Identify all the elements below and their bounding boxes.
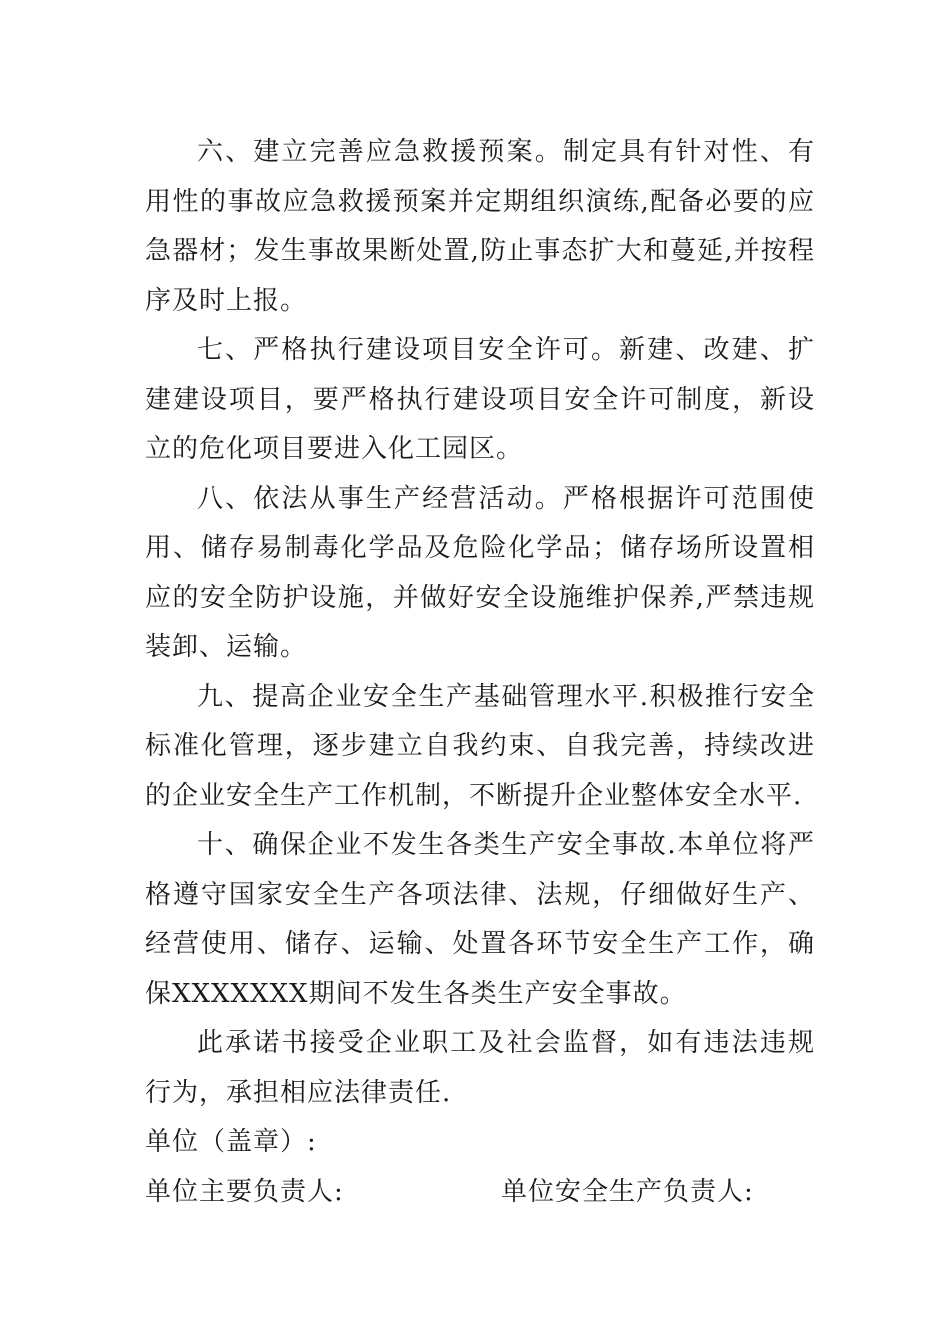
commitment-statement: 此承诺书接受企业职工及社会监督，如有违法违规行为，承担相应法律责任. [145, 1028, 815, 1108]
paragraph-item-6: 六、建立完善应急救援预案。制定具有针对性、有用性的事故应急救援预案并定期组织演练,配备必要的应急器材；发生事故果断处置,防止事态扩大和蔓延,并按程序及时上报。 [145, 137, 815, 316]
paragraph-item-9: 九、提高企业安全生产基础管理水平.积极推行安全标准化管理，逐步建立自我约束、自我完善，持续改进的企业安全生产工作机制，不断提升企业整体安全水平. [145, 681, 815, 811]
safety-responsible-label: 单位安全生产负责人: [501, 1176, 754, 1207]
paragraph-item-10: 十、确保企业不发生各类生产安全事故.本单位将严格遵守国家安全生产各项法律、法规，仔细做好生产、经营使用、储存、运输、处置各环节安全生产工作，确保XXXXXXX期间不发生各类生产安全事故。 [145, 830, 815, 1009]
main-responsible-label: 单位主要负责人: [145, 1176, 344, 1207]
document-body [145, 128, 815, 1217]
paragraph-item-7: 七、严格执行建设项目安全许可。新建、改建、扩建建设项目，要严格执行建设项目安全许可制度，新设立的危化项目要进入化工园区。 [145, 335, 815, 464]
unit-seal-label: 单位（盖章）: [145, 1127, 317, 1157]
signature-row [145, 1168, 815, 1218]
paragraph-item-8: 八、依法从事生产经营活动。严格根据许可范围使用、储存易制毒化学品及危险化学品；储存场所设置相应的安全防护设施，并做好安全设施维护保养,严禁违规装卸、运输。 [145, 483, 815, 662]
